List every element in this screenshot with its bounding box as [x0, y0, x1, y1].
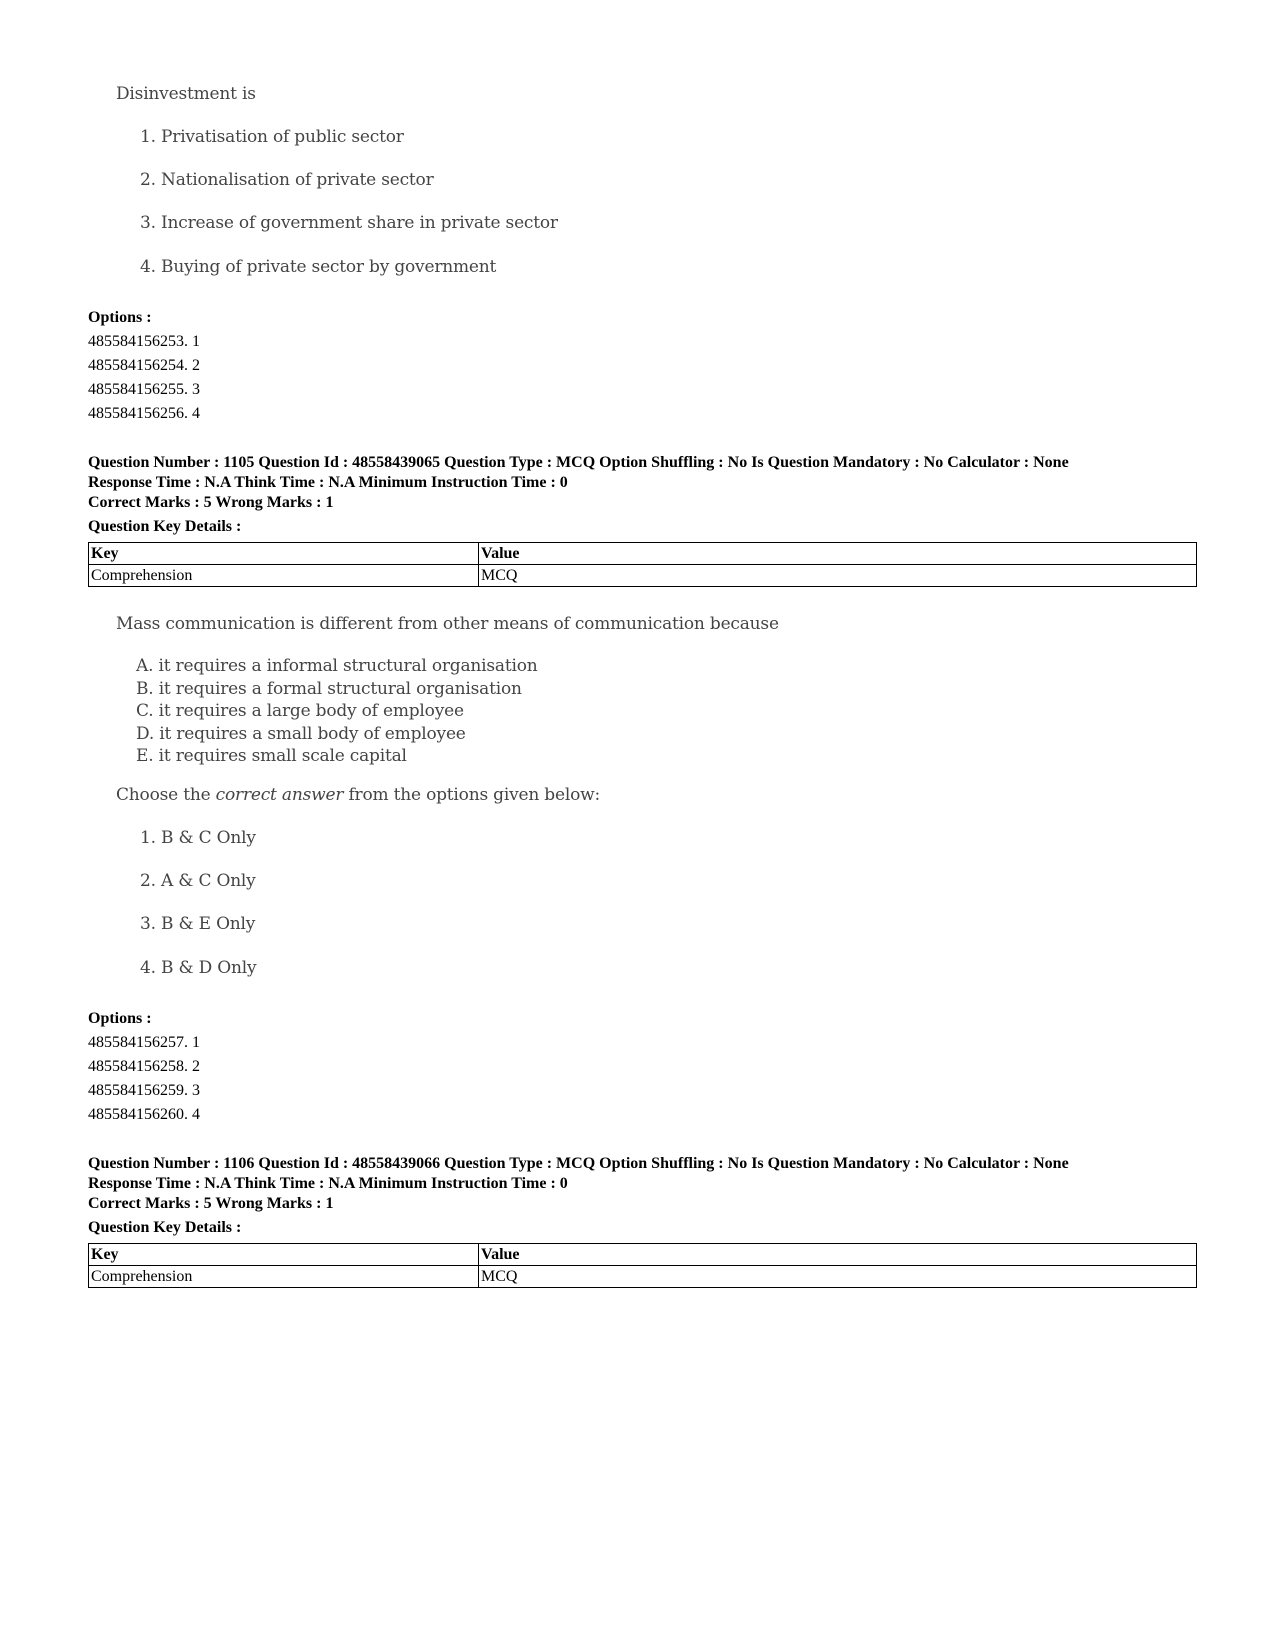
table-cell-value: MCQ — [479, 1266, 1197, 1288]
table-header-row — [89, 1244, 1197, 1266]
table-cell-value: MCQ — [479, 565, 1197, 587]
statement-item: A. it requires a informal structural organisation — [136, 656, 538, 676]
table-cell-key: Comprehension — [89, 565, 479, 587]
statement-item: C. it requires a large body of employee — [136, 701, 464, 721]
question-meta — [88, 453, 1198, 493]
question-meta-line1: Question Number : 1105 Question Id : 48558439065 Question Type : MCQ Option Shuffling : No Is Question Mandatory : No Calculator : None — [88, 454, 1069, 471]
choice-1: 1. Privatisation of public sector — [140, 127, 404, 147]
option-item: 485584156257. 1 — [88, 1034, 200, 1051]
choose-instruction: Choose the correct answer from the options given below: — [116, 785, 601, 805]
question-text: Mass communication is different from other means of communication because — [116, 614, 779, 634]
option-item: 485584156253. 1 — [88, 333, 200, 350]
choice-2: 2. Nationalisation of private sector — [140, 170, 434, 190]
table-row — [89, 1266, 1197, 1288]
options-label: Options : — [88, 1010, 152, 1027]
statement-list — [136, 655, 538, 768]
key-details-table — [88, 542, 1197, 587]
question-meta — [88, 1154, 1198, 1194]
option-item: 485584156260. 4 — [88, 1106, 200, 1123]
choice-3: 3. Increase of government share in private sector — [140, 213, 558, 233]
key-details-label: Question Key Details : — [88, 518, 242, 535]
table-header-value: Value — [479, 1244, 1197, 1266]
marks-line: Correct Marks : 5 Wrong Marks : 1 — [88, 1195, 334, 1212]
table-row — [89, 565, 1197, 587]
choice-4: 4. Buying of private sector by government — [140, 257, 497, 277]
choice-2: 2. A & C Only — [140, 871, 256, 891]
options-label: Options : — [88, 309, 152, 326]
choice-1: 1. B & C Only — [140, 828, 256, 848]
option-item: 485584156258. 2 — [88, 1058, 200, 1075]
table-header-key: Key — [89, 543, 479, 565]
question-meta-line1: Question Number : 1106 Question Id : 48558439066 Question Type : MCQ Option Shuffling : No Is Question Mandatory : No Calculator : None — [88, 1155, 1069, 1172]
question-text: Disinvestment is — [116, 84, 256, 104]
question-meta-line2: Response Time : N.A Think Time : N.A Minimum Instruction Time : 0 — [88, 1175, 568, 1192]
choice-3: 3. B & E Only — [140, 914, 256, 934]
options-list — [88, 306, 200, 426]
key-details-label: Question Key Details : — [88, 1219, 242, 1236]
table-cell-key: Comprehension — [89, 1266, 479, 1288]
option-item: 485584156255. 3 — [88, 381, 200, 398]
option-item: 485584156256. 4 — [88, 405, 200, 422]
question-meta-line2: Response Time : N.A Think Time : N.A Minimum Instruction Time : 0 — [88, 474, 568, 491]
statement-item: B. it requires a formal structural organisation — [136, 678, 522, 699]
marks-line: Correct Marks : 5 Wrong Marks : 1 — [88, 494, 334, 511]
options-list — [88, 1007, 200, 1127]
statement-item: E. it requires small scale capital — [136, 746, 407, 766]
table-header-row — [89, 543, 1197, 565]
table-header-key: Key — [89, 1244, 479, 1266]
option-item: 485584156259. 3 — [88, 1082, 200, 1099]
statement-item: D. it requires a small body of employee — [136, 723, 466, 744]
key-details-table — [88, 1243, 1197, 1288]
table-header-value: Value — [479, 543, 1197, 565]
option-item: 485584156254. 2 — [88, 357, 200, 374]
choice-4: 4. B & D Only — [140, 958, 257, 978]
